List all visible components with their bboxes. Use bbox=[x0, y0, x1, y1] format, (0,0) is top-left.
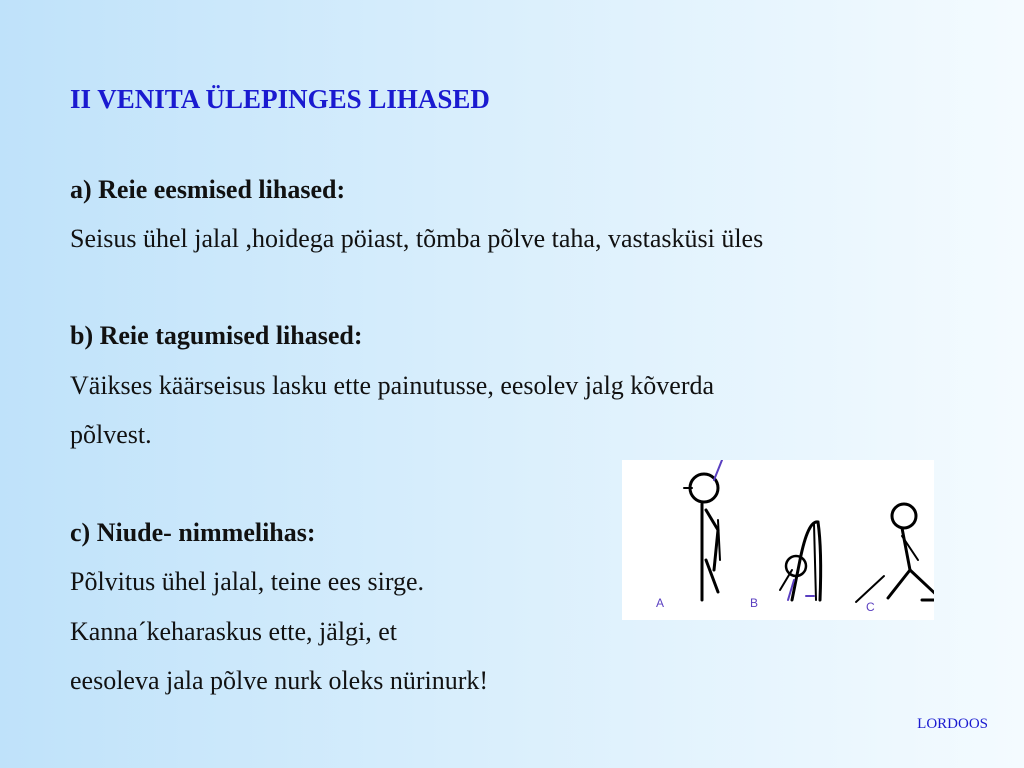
figure-label-b: B bbox=[750, 596, 759, 610]
figure-label-c: C bbox=[866, 600, 875, 614]
section-a-text-1: Seisus ühel jalal ,hoidega pöiast, tõmba põlve taha, vastasküsi üles bbox=[70, 224, 764, 253]
section-c-text-1: Põlvitus ühel jalal, teine ees sirge. bbox=[70, 567, 425, 596]
section-c-heading: c) Niude- nimmelihas: bbox=[70, 518, 316, 547]
section-b-text-2: põlvest. bbox=[70, 420, 152, 449]
section-c-text-3: eesoleva jala põlve nurk oleks nürinurk! bbox=[70, 666, 489, 695]
section-b-text-1: Väikses käärseisus lasku ette painutusse, eesolev jalg kõverda bbox=[70, 371, 715, 400]
slide-title: II VENITA ÜLEPINGES LIHASED bbox=[70, 84, 490, 114]
figure-b-forward-bend bbox=[780, 522, 821, 600]
lordoos-link[interactable]: LORDOOS bbox=[917, 716, 988, 732]
section-c-text-2: Kanna´keharaskus ette, jälgi, et bbox=[70, 617, 398, 646]
section-b-heading: b) Reie tagumised lihased: bbox=[70, 321, 363, 350]
figure-label-a: A bbox=[656, 596, 665, 610]
figure-a-standing bbox=[684, 460, 722, 600]
section-a-heading: a) Reie eesmised lihased: bbox=[70, 175, 346, 204]
stretch-figures-image bbox=[622, 460, 934, 620]
figure-c-kneeling-lunge bbox=[856, 504, 934, 602]
